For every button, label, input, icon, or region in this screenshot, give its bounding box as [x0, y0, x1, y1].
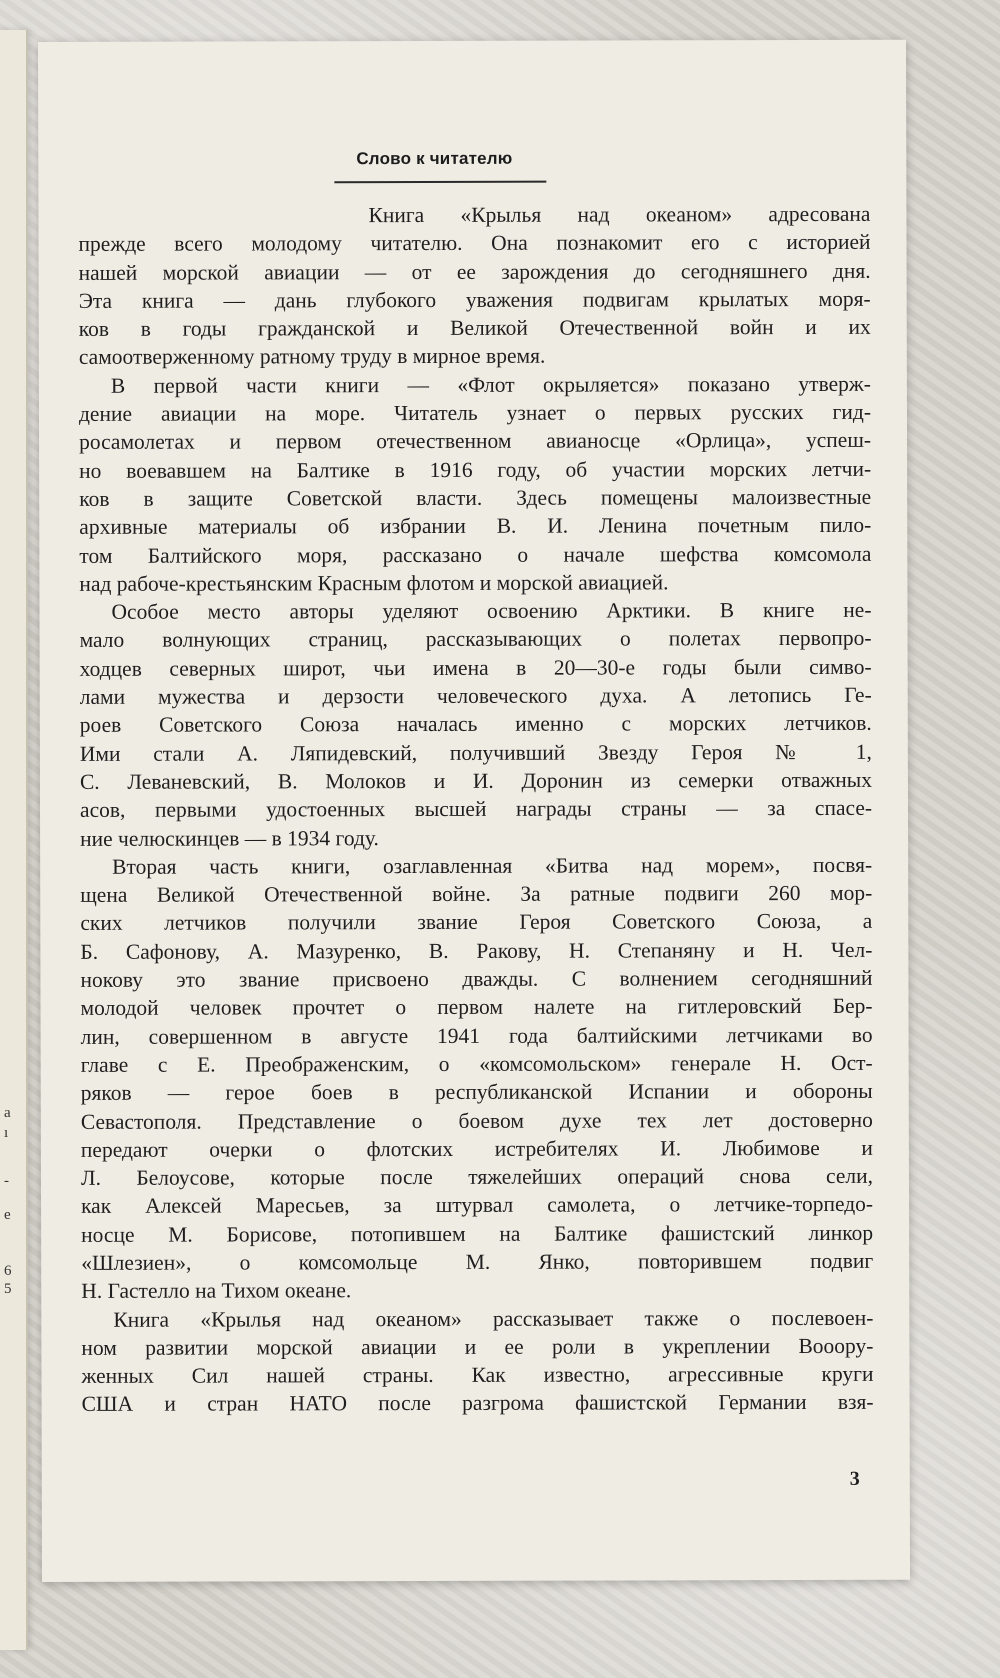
text-line: роев Советского Союза началась именно с морских летчиков. — [79, 711, 872, 738]
text-line: Книга «Крылья над океаном» рассказывает также о послевоен- — [113, 1305, 874, 1332]
text-line: В первой части книги — «Флот окрыляется» показано утверж- — [110, 371, 871, 398]
heading-underline — [334, 181, 546, 184]
left-page-fragment: - — [4, 1173, 9, 1189]
text-line: С. Леваневский, В. Молоков и И. Доронин из семерки отважных — [79, 767, 872, 794]
text-line: но воевавшем на Балтике в 1916 году, об участии морских летчи- — [79, 456, 872, 483]
left-page-fragment: е — [4, 1207, 11, 1223]
text-line: главе с Е. Преображенским, о «комсомольском» генерале Н. Ост- — [80, 1050, 873, 1077]
text-line: молодой человек прочтет о первом налете на гитлеровский Бер- — [80, 994, 873, 1021]
text-line: Севастополя. Представление о боевом духе тех лет достоверно — [80, 1107, 873, 1134]
text-line: Вторая часть книги, озаглавленная «Битва над морем», посвя- — [112, 852, 873, 879]
text-line: дение авиации на море. Читатель узнает о первых русских гид- — [78, 399, 872, 426]
text-line: женных Сил нашей страны. Как известно, агрессивные круги — [81, 1361, 874, 1389]
text-line: передают очерки о флотских истребителях И. Любимове и — [80, 1135, 873, 1162]
left-page-fragment: 6 — [4, 1263, 12, 1279]
text-line: архивные материалы об избрании В. И. Ленина почетным пило- — [79, 513, 872, 540]
text-line: ряков — герое боев в республиканской Испании и обороны — [80, 1079, 873, 1106]
text-line: США и стран НАТО после разгрома фашистской Германии взя- — [81, 1390, 874, 1417]
text-line: лами мужества и дерзости человеческого духа. А летопись Ге- — [79, 682, 872, 709]
text-line: нокову это звание присвоено дважды. С волнением сегодняшний — [80, 965, 873, 992]
text-line: ном развитии морской авиации и ее роли в укреплении Вооору- — [81, 1333, 874, 1360]
text-line: ков в годы гражданской и Великой Отечественной войн и их — [78, 315, 871, 342]
left-page-fragment: ı — [4, 1125, 9, 1141]
text-line: ских летчиков получили звание Героя Советского Союза, а — [80, 909, 873, 936]
text-line: росамолетах и первом отечественном авианосце «Орлица», успеш- — [79, 428, 872, 455]
text-line: прежде всего молодому читателю. Она познакомит его с историей — [78, 230, 871, 257]
text-line: самоотверженному ратному труду в мирное время. — [78, 344, 546, 370]
text-line: лин, совершенном в августе 1941 года балтийскими летчиками во — [80, 1022, 873, 1049]
text-line: носце М. Борисове, потопившем на Балтике фашистский линкор — [81, 1220, 874, 1247]
text-line: ходцев северных широт, чьи имена в 20—30-е годы были симво- — [79, 654, 872, 681]
text-line: ние челюскинцев — в 1934 году. — [80, 825, 379, 851]
left-page-edge — [0, 30, 28, 1650]
text-line: Особое место авторы уделяют освоению Арктики. В книге не- — [111, 597, 872, 624]
page-number: 3 — [849, 1467, 860, 1490]
left-page-fragment: а — [4, 1105, 11, 1121]
text-line: щена Великой Отечественной войне. За ратные подвиги 260 мор- — [80, 880, 873, 908]
body-text — [78, 200, 873, 1419]
text-line: Л. Белоусове, которые после тяжелейших операций снова сели, — [80, 1163, 874, 1190]
text-line: «Шлезиен», о комсомольце М. Янко, повторившем подвиг — [81, 1248, 874, 1275]
left-page-fragment: 5 — [4, 1281, 12, 1297]
text-line: нашей морской авиации — от ее зарождения до сегодняшнего дня. — [78, 258, 871, 285]
text-line: асов, первыми удостоенных высшей награды страны — за спасе- — [79, 796, 873, 823]
text-line: ков в защите Советской власти. Здесь помещены малоизвестные — [79, 484, 872, 511]
text-line: Б. Сафонову, А. Мазуренко, В. Ракову, Н. Степаняну и Н. Чел- — [80, 937, 873, 964]
page-heading: Слово к читателю — [356, 148, 513, 169]
text-line: мало волнующих страниц, рассказывающих о полетах первопро- — [79, 626, 872, 653]
text-line: том Балтийского моря, рассказано о начале шефства комсомола — [79, 541, 872, 568]
text-line: Н. Гастелло на Тихом океане. — [81, 1278, 352, 1304]
text-line: Эта книга — дань глубокого уважения подвигам крылатых моря- — [78, 286, 871, 313]
text-line: над рабоче-крестьянским Красным флотом и морской авиацией. — [79, 570, 669, 596]
text-line: Ими стали А. Ляпидевский, получивший Звезду Героя № 1, — [79, 739, 872, 766]
text-line: Книга «Крылья над океаном» адресована — [368, 201, 871, 228]
text-line: как Алексей Маресьев, за штурвал самолета, о летчике-торпедо- — [81, 1192, 874, 1219]
book-page — [38, 40, 910, 1582]
